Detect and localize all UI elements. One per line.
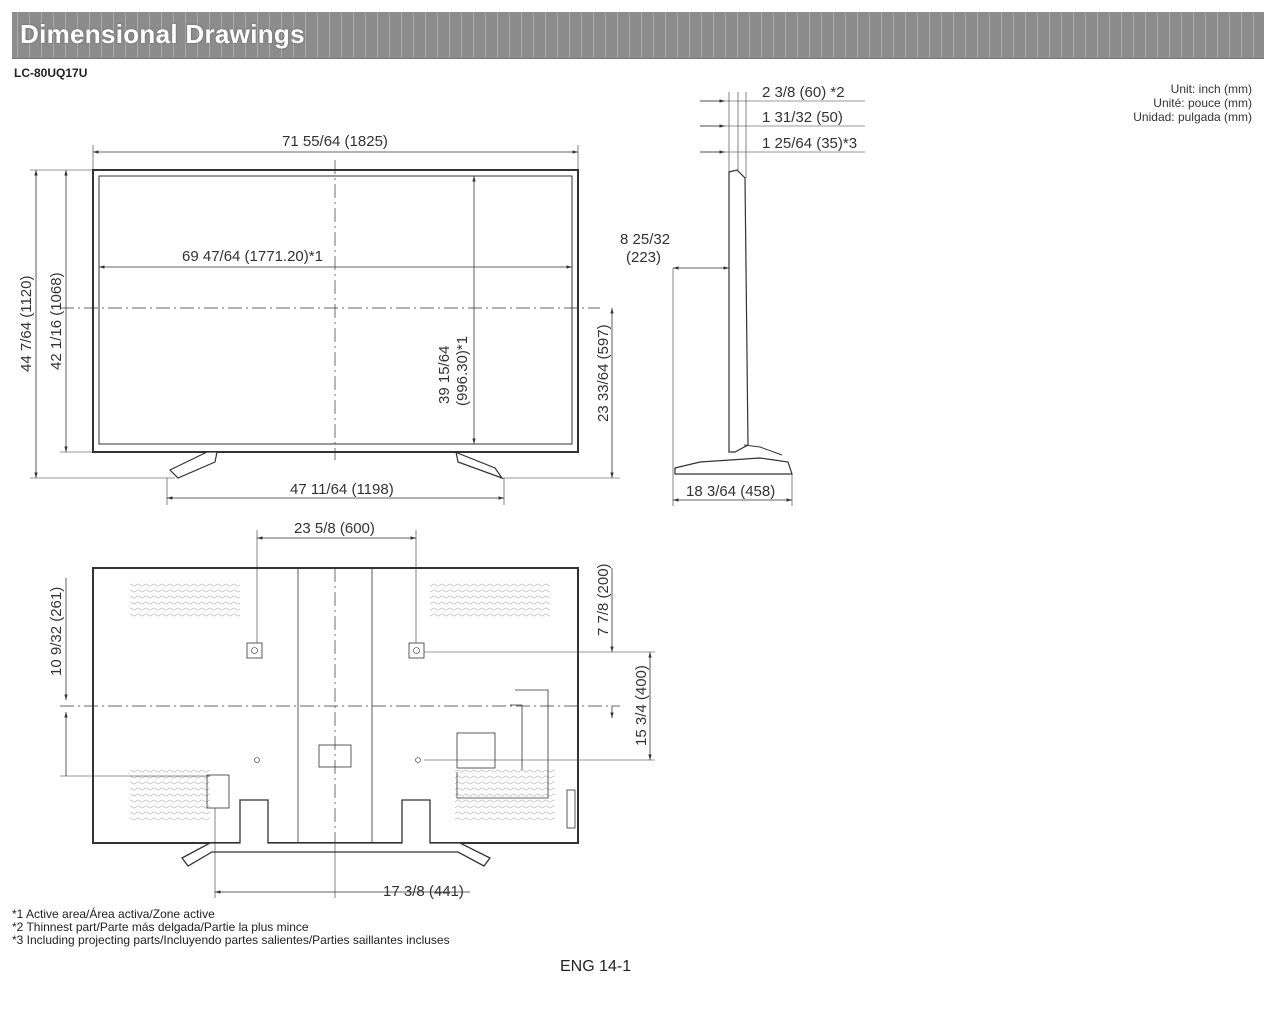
front-active-width: 69 47/64 (1771.20)*1	[182, 248, 323, 265]
vesa-hole-left	[247, 643, 262, 658]
rear-vesa-height: 15 3/4 (400)	[633, 665, 650, 746]
front-stand-right	[455, 452, 502, 478]
front-active-height-1: 39 15/64	[436, 345, 453, 404]
footnotes	[12, 908, 450, 947]
side-view	[673, 92, 865, 506]
rear-stand-offset: 17 3/8 (441)	[383, 883, 464, 900]
rear-texture-right-top	[430, 580, 550, 618]
front-body-height: 42 1/16 (1068)	[48, 272, 65, 370]
front-stand-to-center: 23 33/64 (597)	[595, 324, 612, 422]
rear-texture-right-bottom	[455, 770, 555, 820]
front-view	[30, 145, 620, 505]
unit-french: Unité: pouce (mm)	[1153, 96, 1252, 110]
side-stand	[675, 458, 792, 474]
front-screen	[99, 176, 572, 444]
side-panel	[729, 170, 748, 452]
model-number: LC-80UQ17U	[14, 66, 88, 80]
page-title: Dimensional Drawings	[20, 19, 305, 49]
side-depth-2: 1 31/32 (50)	[762, 109, 843, 126]
side-depth-3: 1 25/64 (35)*3	[762, 135, 858, 152]
front-stand-left	[170, 452, 217, 478]
rear-terminal-panel	[457, 733, 495, 768]
vesa-hole-right	[409, 643, 424, 658]
page-number: ENG 14-1	[560, 958, 632, 975]
side-depth-1: 2 3/8 (60) *2	[762, 84, 845, 101]
front-stand-width: 47 11/64 (1198)	[290, 481, 394, 498]
unit-spanish: Unidad: pulgada (mm)	[1133, 110, 1252, 124]
front-active-height-2: (996.30)*1	[454, 335, 471, 406]
footnote-2: *2 Thinnest part/Parte más delgada/Partie la plus mince	[12, 920, 309, 934]
rear-texture-left-top	[130, 580, 240, 618]
unit-english: Unit: inch (mm)	[1170, 82, 1252, 96]
rear-stand	[182, 800, 490, 866]
rear-texture-left-bottom	[130, 770, 210, 820]
side-offset-2: (223)	[626, 249, 662, 266]
side-stand-depth: 18 3/64 (458)	[686, 483, 776, 500]
rear-view	[60, 530, 655, 898]
front-overall-width: 71 55/64 (1825)	[282, 133, 388, 150]
footnote-3: *3 Including projecting parts/Incluyendo partes salientes/Parties saillantes incluses	[12, 933, 450, 947]
front-overall-height: 44 7/64 (1120)	[18, 275, 35, 372]
side-offset-1: 8 25/32	[620, 231, 671, 248]
rear-vesa-width: 23 5/8 (600)	[294, 520, 375, 537]
rear-terminal-left	[207, 775, 229, 808]
rear-vesa-top: 7 7/8 (200)	[595, 563, 612, 636]
front-bezel	[93, 170, 578, 452]
footnote-1: *1 Active area/Área activa/Zone active	[12, 907, 215, 921]
rear-terminal-height: 10 9/32 (261)	[48, 586, 65, 676]
